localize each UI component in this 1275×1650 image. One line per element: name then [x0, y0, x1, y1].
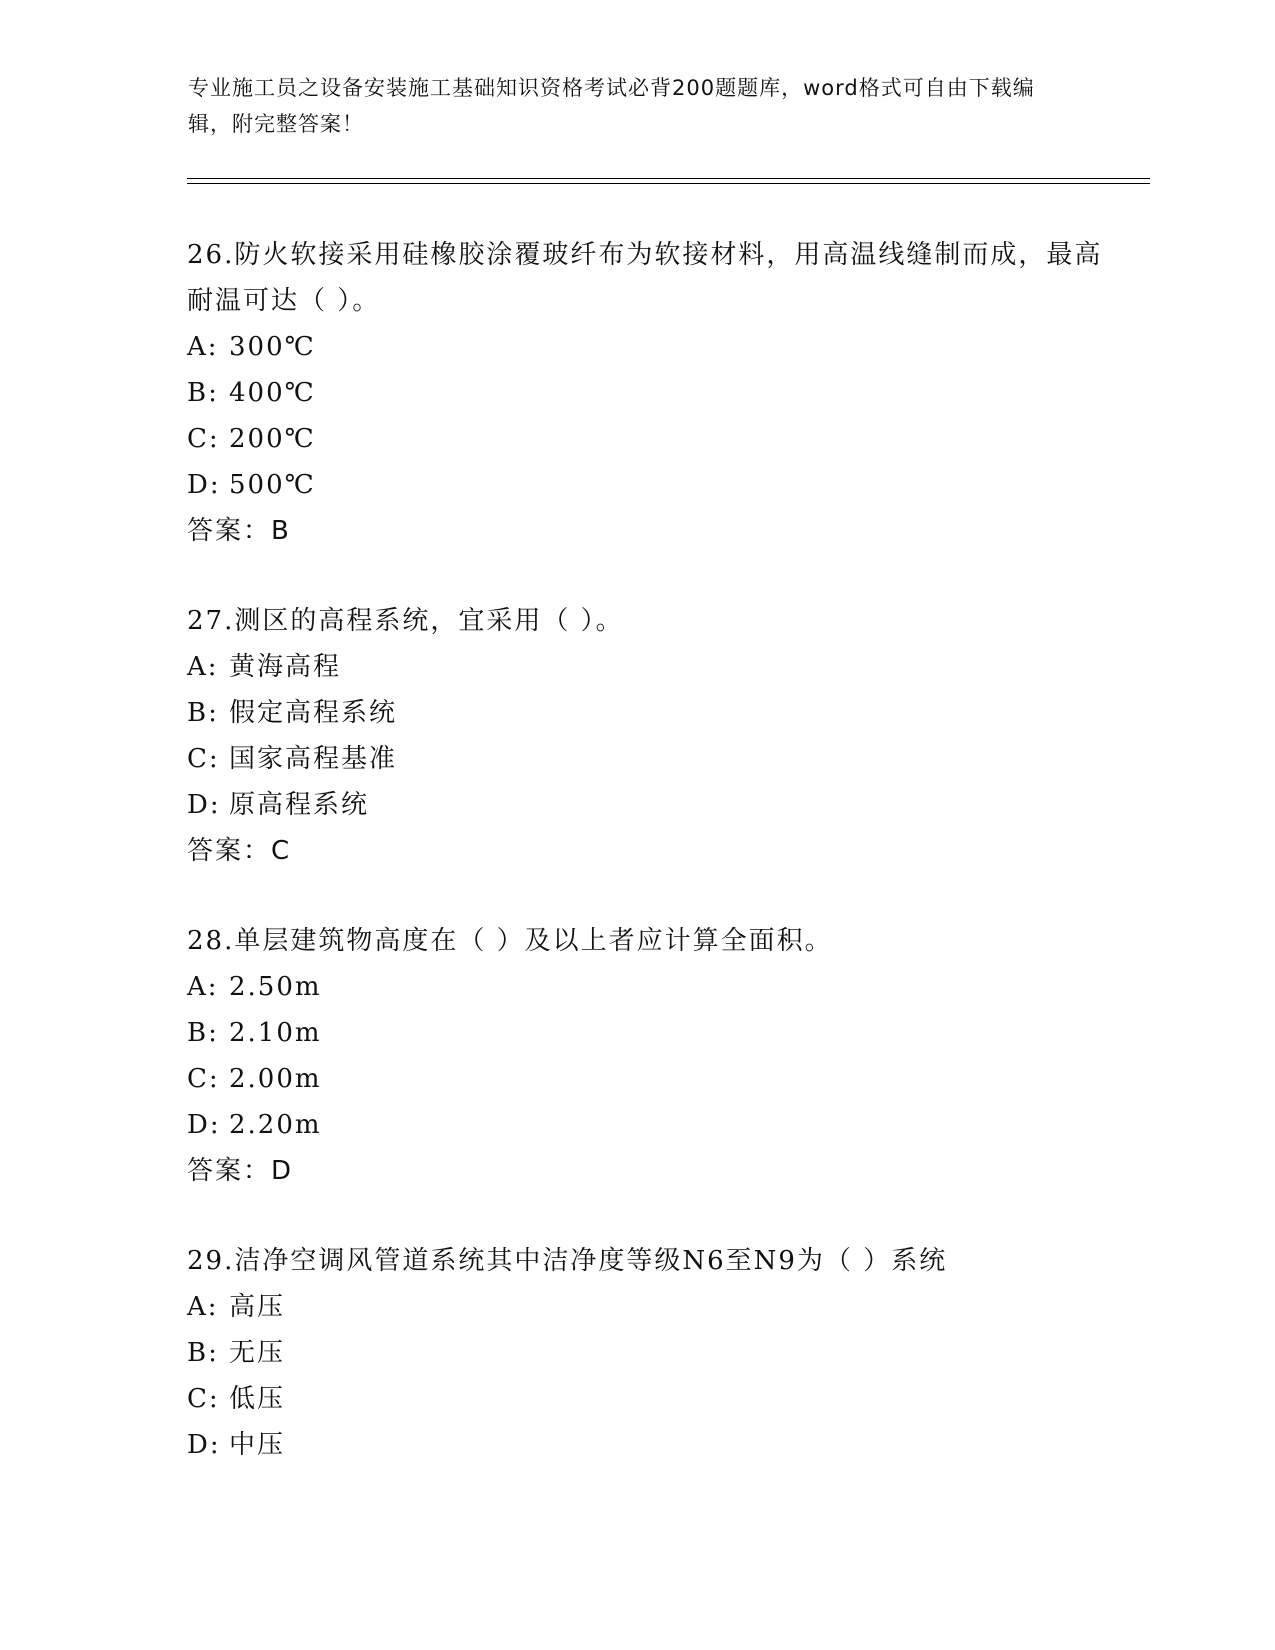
question-27: [187, 598, 1107, 874]
option-letter: C:: [187, 424, 220, 454]
option-text: 2.50m: [229, 972, 322, 1002]
option-letter: D:: [187, 470, 221, 500]
option-text: 400℃: [229, 378, 316, 408]
option-letter: B:: [187, 1338, 219, 1368]
answer-line: 答案：D: [187, 1156, 294, 1186]
question-stem: 27.测区的高程系统，宜采用（ ）。: [187, 606, 624, 636]
option-letter: B:: [187, 1018, 219, 1048]
option-d: [187, 462, 1107, 508]
option-text: 2.20m: [229, 1110, 322, 1140]
option-text: 黄海高程: [229, 652, 342, 682]
option-list: [187, 324, 1107, 508]
option-b: [187, 1330, 1107, 1376]
option-text: 国家高程基准: [229, 744, 398, 774]
question-list: [187, 232, 1107, 1512]
option-letter: C:: [187, 1384, 220, 1414]
option-c: [187, 416, 1107, 462]
answer-line: 答案：C: [187, 836, 292, 866]
option-text: 2.10m: [229, 1018, 322, 1048]
option-c: [187, 1376, 1107, 1422]
option-text: 中压: [229, 1430, 286, 1460]
option-d: [187, 1102, 1107, 1148]
option-a: [187, 964, 1107, 1010]
answer-line: 答案：B: [187, 516, 291, 546]
option-list: [187, 964, 1107, 1148]
option-text: 500℃: [229, 470, 316, 500]
option-letter: C:: [187, 744, 220, 774]
option-letter: A:: [187, 332, 219, 362]
option-letter: D:: [187, 790, 221, 820]
option-letter: D:: [187, 1110, 221, 1140]
option-letter: B:: [187, 698, 219, 728]
question-29: [187, 1238, 1107, 1468]
question-26: [187, 232, 1107, 554]
option-text: 原高程系统: [229, 790, 370, 820]
option-letter: D:: [187, 1430, 221, 1460]
question-stem: 29.洁净空调风管道系统其中洁净度等级N6至N9为（ ）系统: [187, 1246, 948, 1276]
option-list: [187, 644, 1107, 828]
question-stem: 26.防火软接采用硅橡胶涂覆玻纤布为软接材料，用高温线缝制而成，最高耐温可达（ ）。: [187, 240, 1103, 316]
option-b: [187, 1010, 1107, 1056]
option-b: [187, 370, 1107, 416]
option-letter: A:: [187, 972, 219, 1002]
option-a: [187, 1284, 1107, 1330]
option-c: [187, 1056, 1107, 1102]
option-text: 高压: [229, 1292, 286, 1322]
option-letter: A:: [187, 1292, 219, 1322]
option-letter: C:: [187, 1064, 220, 1094]
option-text: 2.00m: [229, 1064, 322, 1094]
header-divider-bottom: [187, 183, 1150, 184]
option-a: [187, 644, 1107, 690]
option-letter: B:: [187, 378, 219, 408]
option-a: [187, 324, 1107, 370]
option-text: 无压: [229, 1338, 286, 1368]
option-d: [187, 782, 1107, 828]
option-list: [187, 1284, 1107, 1468]
document-header: 专业施工员之设备安装施工基础知识资格考试必背200题题库，word格式可自由下载编辑，附完整答案！: [188, 76, 1035, 136]
option-d: [187, 1422, 1107, 1468]
option-c: [187, 736, 1107, 782]
option-text: 假定高程系统: [229, 698, 398, 728]
option-text: 低压: [229, 1384, 286, 1414]
option-text: 300℃: [229, 332, 316, 362]
question-28: [187, 918, 1107, 1194]
question-stem: 28.单层建筑物高度在（ ）及以上者应计算全面积。: [187, 926, 833, 956]
option-b: [187, 690, 1107, 736]
option-text: 200℃: [229, 424, 316, 454]
header-divider-top: [187, 178, 1150, 179]
option-letter: A:: [187, 652, 219, 682]
